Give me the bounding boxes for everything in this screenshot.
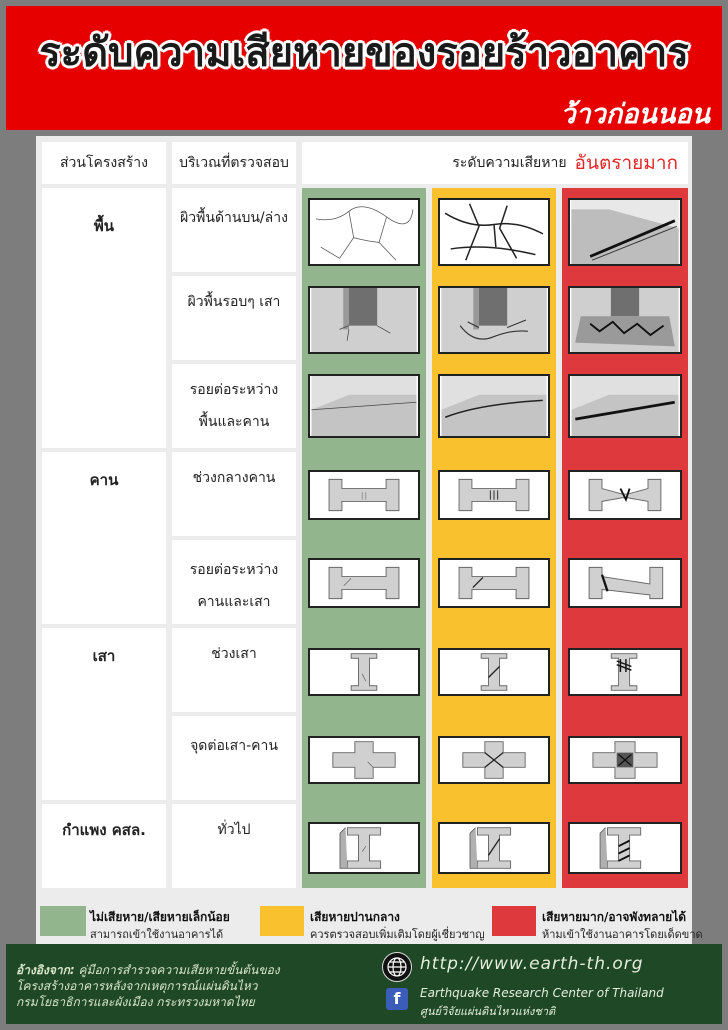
illus-wall-minor bbox=[308, 822, 420, 874]
illus-beam-column-moderate bbox=[438, 558, 550, 608]
reference-label: อ้างอิงจาก: bbox=[16, 963, 75, 977]
area-row-7 bbox=[172, 716, 296, 800]
area-row-5-label-2: คานและเสา bbox=[197, 594, 271, 610]
part-beam bbox=[42, 452, 166, 624]
area-row-5 bbox=[172, 540, 296, 624]
area-row-3-label-1: รอยต่อระหว่าง bbox=[189, 382, 279, 398]
header-danger-label: อันตรายมาก bbox=[574, 152, 678, 174]
legend-title-minor: ไม่เสียหาย/เสียหายเล็กน้อย bbox=[90, 910, 230, 924]
part-wall-label: กำแพง คสล. bbox=[62, 821, 146, 839]
area-row-2-label: ผิวพื้นรอบๆ เสา bbox=[187, 294, 281, 310]
part-column-label: เสา bbox=[92, 647, 116, 665]
illus-floor-surface-moderate bbox=[438, 198, 550, 266]
illus-floor-column-severe bbox=[568, 286, 682, 354]
illus-floor-surface-minor bbox=[308, 198, 420, 266]
legend-sub-moderate: ควรตรวจสอบเพิ่มเติมโดยผู้เชี่ยวชาญ bbox=[310, 928, 485, 941]
area-row-2 bbox=[172, 276, 296, 360]
illus-wall-moderate bbox=[438, 822, 550, 874]
area-row-6-label: ช่วงเสา bbox=[211, 646, 257, 662]
area-row-1-label: ผิวพื้นด้านบน/ล่าง bbox=[180, 210, 288, 226]
legend-sub-minor: สามารถเข้าใช้งานอาคารได้ bbox=[90, 928, 224, 941]
organization-name-en: Earthquake Research Center of Thailand bbox=[420, 986, 664, 1000]
area-row-5-label-1: รอยต่อระหว่าง bbox=[189, 562, 279, 578]
legend-swatch-moderate bbox=[260, 906, 304, 936]
illus-mid-beam-severe bbox=[568, 470, 682, 520]
page-subtitle: ว้าวก่อนนอน bbox=[560, 99, 710, 130]
illus-joint-moderate bbox=[438, 736, 550, 784]
area-row-8 bbox=[172, 804, 296, 888]
reference-line-3: กรมโยธาธิการและผังเมือง กระทรวงมหาดไทย bbox=[16, 995, 255, 1009]
illus-beam-column-minor bbox=[308, 558, 420, 608]
legend-swatch-severe bbox=[492, 906, 536, 936]
illus-floor-surface-severe bbox=[568, 198, 682, 266]
area-row-3 bbox=[172, 364, 296, 448]
reference-line-1: คู่มือการสำรวจความเสียหายขั้นต้นของ bbox=[78, 963, 280, 977]
part-column bbox=[42, 628, 166, 800]
area-row-7-label: จุดต่อเสา-คาน bbox=[190, 738, 278, 754]
area-row-4 bbox=[172, 452, 296, 536]
header-area: บริเวณที่ตรวจสอบ bbox=[172, 142, 296, 184]
header-level-label: ระดับความเสียหาย bbox=[452, 155, 567, 171]
legend-swatch-minor bbox=[40, 906, 86, 936]
illus-wall-severe bbox=[568, 822, 682, 874]
organization-name-th: ศูนย์วิจัยแผ่นดินไหวแห่งชาติ bbox=[420, 1005, 556, 1018]
area-row-3-label-2: พื้นและคาน bbox=[198, 414, 270, 430]
website-link[interactable]: http://www.earth-th.org bbox=[420, 954, 644, 974]
area-row-8-label: ทั่วไป bbox=[217, 822, 251, 838]
area-row-6 bbox=[172, 628, 296, 712]
part-beam-label: คาน bbox=[89, 471, 119, 489]
page-title: ระดับความเสียหายของรอยร้าวอาคาร bbox=[39, 30, 689, 76]
legend-title-severe: เสียหายมาก/อาจพังทลายได้ bbox=[542, 910, 687, 924]
header-banner bbox=[6, 6, 722, 130]
facebook-icon[interactable]: f bbox=[386, 988, 408, 1010]
illus-column-span-severe bbox=[568, 648, 682, 696]
part-floor-label: พื้น bbox=[93, 217, 115, 235]
area-row-1 bbox=[172, 188, 296, 272]
illus-floor-beam-severe bbox=[568, 374, 682, 438]
legend-title-moderate: เสียหายปานกลาง bbox=[310, 910, 400, 924]
illus-joint-minor bbox=[308, 736, 420, 784]
illus-column-span-minor bbox=[308, 648, 420, 696]
header-part: ส่วนโครงสร้าง bbox=[42, 142, 166, 184]
area-row-4-label: ช่วงกลางคาน bbox=[192, 470, 276, 486]
part-wall bbox=[42, 804, 166, 888]
header-level bbox=[302, 142, 688, 184]
footer bbox=[6, 944, 722, 1024]
damage-table bbox=[36, 136, 692, 944]
illus-beam-column-severe bbox=[568, 558, 682, 608]
illus-floor-beam-minor bbox=[308, 374, 420, 438]
illus-floor-beam-moderate bbox=[438, 374, 550, 438]
illus-mid-beam-minor bbox=[308, 470, 420, 520]
part-floor bbox=[42, 188, 166, 448]
illus-column-span-moderate bbox=[438, 648, 550, 696]
illus-floor-column-minor bbox=[308, 286, 420, 354]
reference-block bbox=[16, 962, 280, 1010]
illus-floor-column-moderate bbox=[438, 286, 550, 354]
globe-icon bbox=[382, 952, 412, 982]
illus-joint-severe bbox=[568, 736, 682, 784]
legend-sub-severe: ห้ามเข้าใช้งานอาคารโดยเด็ดขาด bbox=[542, 928, 703, 941]
reference-line-2: โครงสร้างอาคารหลังจากเหตุการณ์แผ่นดินไหว bbox=[16, 979, 258, 993]
illus-mid-beam-moderate bbox=[438, 470, 550, 520]
